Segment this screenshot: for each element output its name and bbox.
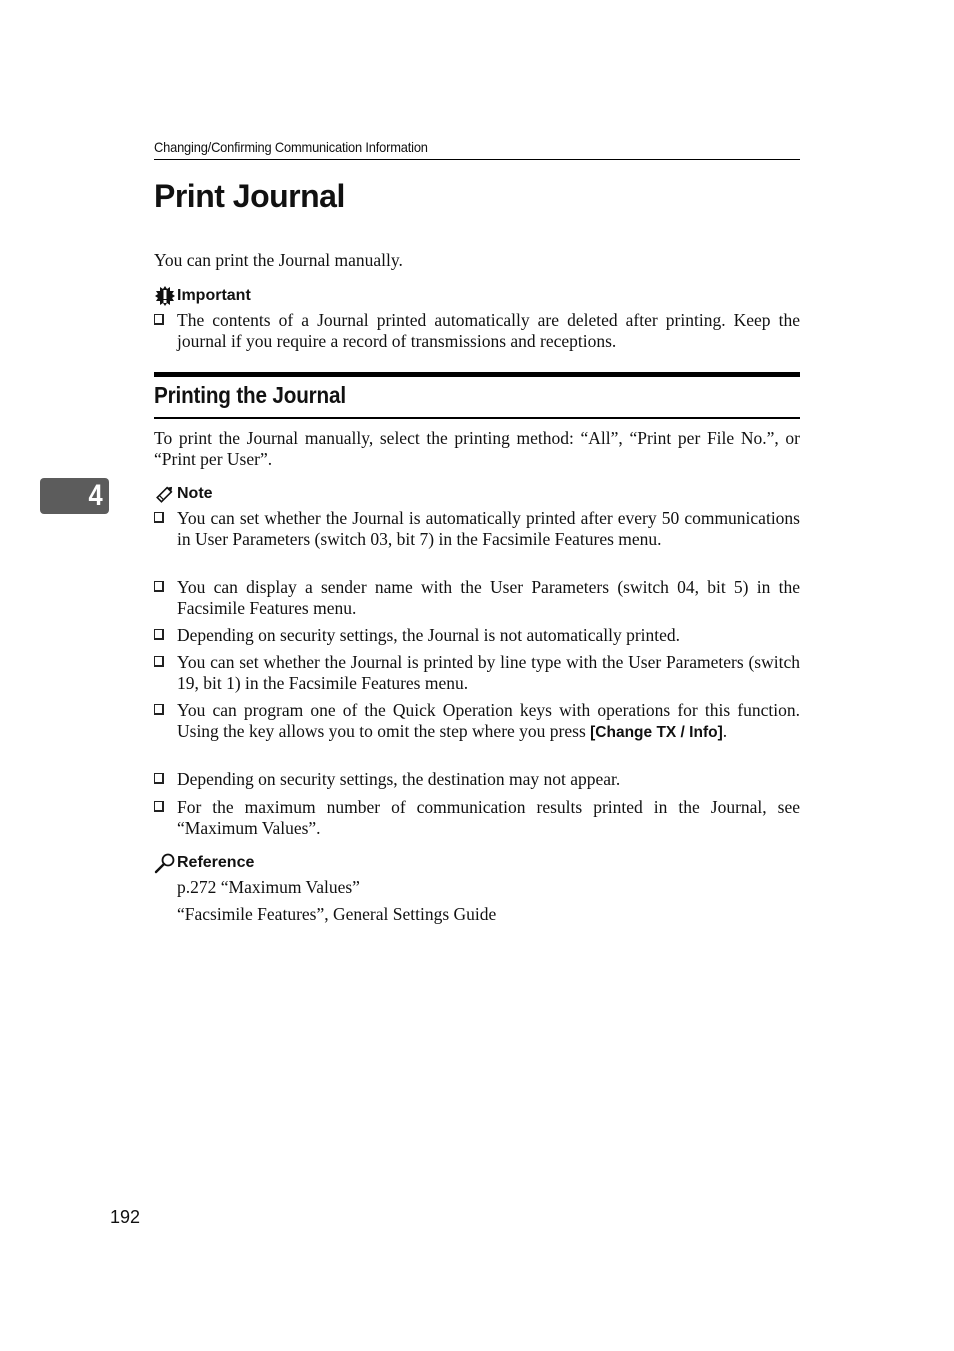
note-item-text: You can set whether the Journal is printed by line type with the User Parameters (switch 19, bit 1) in the Facsimile Features menu. [177,652,800,693]
checkbox-icon [154,581,164,592]
section-rule-top [154,372,800,377]
checkbox-icon [154,773,164,784]
running-header: Changing/Confirming Communication Information [154,139,428,155]
note-item-text-lead: You can program one of the Quick Operation keys with operations for this function. Using the key allows you to omit the step where you press [177,700,800,741]
section-title: Printing the Journal [154,382,346,408]
reference-label [154,852,254,874]
note-item-text [177,700,800,743]
note-item-text-tail: . [722,721,728,741]
chapter-tab [40,478,109,514]
note-label-text: Note [177,485,213,502]
important-icon [154,285,176,307]
note-item-text: You can display a sender name with the User Parameters (switch 04, bit 5) in the Facsimile Features menu. [177,577,800,618]
note-item [154,769,800,790]
note-item [154,577,800,619]
checkbox-icon [154,314,164,325]
important-item-text: The contents of a Journal printed automatically are deleted after printing. Keep the journal if you require a record of transmissions and receptions. [177,310,800,351]
chapter-number: 4 [88,479,103,512]
reference-link-facsimile-features[interactable]: “Facsimile Features”, General Settings Guide [177,904,497,924]
note-item-text: For the maximum number of communication results printed in the Journal, see “Maximum Values”. [177,797,800,838]
important-item [154,310,800,352]
change-tx-info-key: [Change TX / Info] [590,724,723,741]
checkbox-icon [154,656,164,667]
header-rule [154,159,800,160]
reference-magnifier-icon [154,852,176,874]
section-intro: To print the Journal manually, select the printing method: “All”, “Print per File No.”, or “Print per User”. [154,428,800,469]
note-label [154,483,213,505]
page-number: 192 [110,1207,141,1227]
page-title: Print Journal [154,178,345,214]
note-item [154,797,800,839]
note-item-text: You can set whether the Journal is automatically printed after every 50 communications in User Parameters (switch 03, bit 7) in the Facsimile Features menu. [177,508,800,549]
note-item [154,700,800,743]
checkbox-icon [154,704,164,715]
reference-link-maximum-values[interactable]: p.272 “Maximum Values” [177,877,360,897]
section-rule-bottom [154,417,800,419]
important-label-text: Important [177,287,251,304]
note-pencil-icon [154,483,176,505]
note-item-text: Depending on security settings, the Journal is not automatically printed. [177,625,681,645]
note-item [154,508,800,550]
reference-label-text: Reference [177,854,255,871]
important-label [154,285,251,307]
checkbox-icon [154,629,164,640]
checkbox-icon [154,512,164,523]
note-item [154,625,800,646]
note-item [154,652,800,694]
note-item-text: Depending on security settings, the destination may not appear. [177,769,621,789]
checkbox-icon [154,801,164,812]
intro-paragraph: You can print the Journal manually. [154,250,403,270]
